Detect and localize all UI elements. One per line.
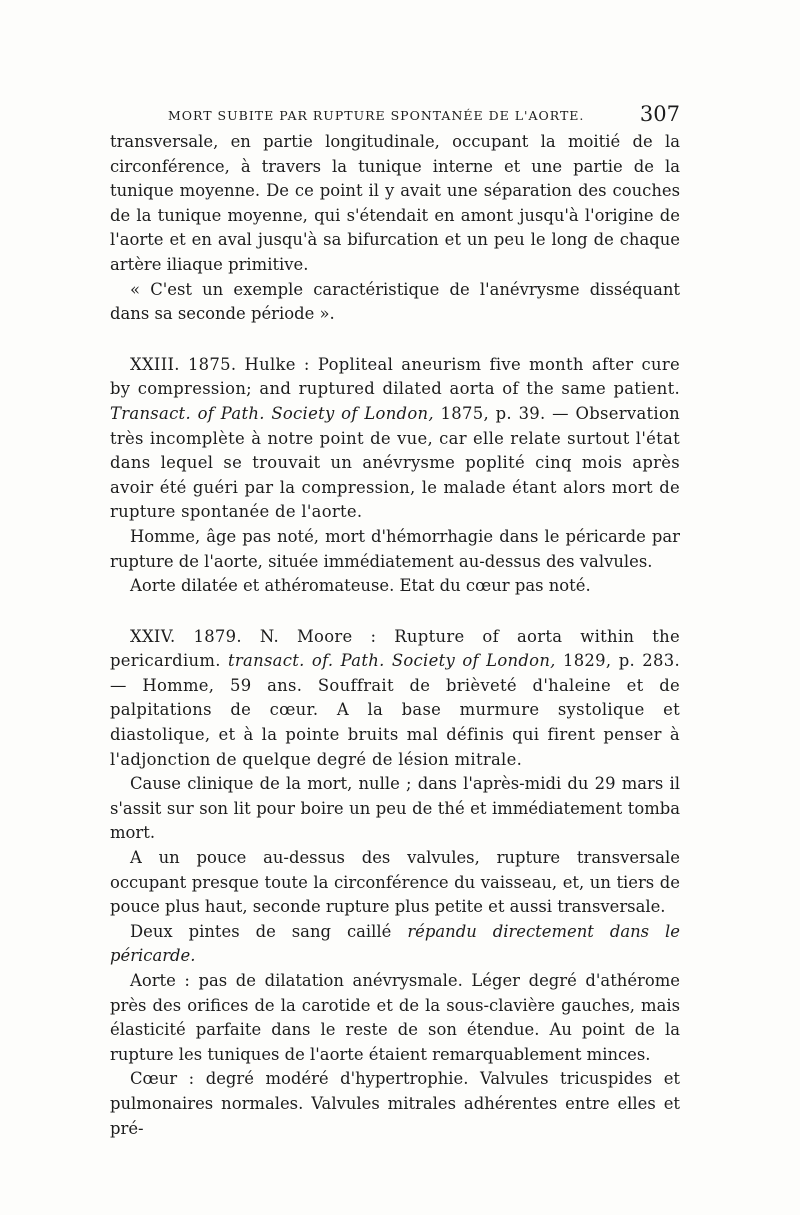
paragraph-blood [110,920,680,969]
paragraph-rupture: A un pouce au-dessus des valvules, rupture transversale occupant presque toute la circonférence du vaisseau, et, un tiers de pouce plus haut, seconde rupture plus petite et aussi transversale. [110,848,680,917]
paragraph-clinical-cause: Cause clinique de la mort, nulle ; dans l'après-midi du 29 mars il s'assit sur son lit pour boire un peu de thé et immédiatement tomba mort. [110,774,680,843]
running-head: MORT SUBITE PAR RUPTURE SPONTANÉE DE L'AORTE. [168,108,585,123]
paragraph-continuation: transversale, en partie longitudinale, occupant la moitié de la circonférence, à travers la tunique interne et une partie de la tunique moyenne. De ce point il y avait une séparation des couches de la tunique moyenne, qui s'étendait en amont jusqu'à l'origine de l'aorte et en aval jusqu'à sa bifurcation et un peu le long de chaque artère iliaque primitive. [110,132,680,274]
paragraph-aorte-findings: Aorte : pas de dilatation anévrysmale. Léger degré d'athérome près des orifices de la carotide et de la sous-clavière gauches, mais élasticité parfaite dans le reste de son étendue. Au point de la rupture les tuniques de l'aorte étaient remarquablement minces. [110,971,680,1064]
case-24-journal: transact. of. Path. Society of London, [228,651,556,671]
case-23-tail: 1875, p. 39. — Observation très incomplète à notre point de vue, car elle relate surtout l'état dans lequel se trouvait un anévrysme poplité cinq mois après avoir été guéri par la compression, le malade étant alors mort de rupture spontanée de l'aorte. [110,403,680,522]
paragraph-aorta: Aorte dilatée et athéromateuse. Etat du cœur pas noté. [130,576,591,596]
paragraph-blood-lead: Deux pintes de sang caillé [130,921,408,941]
case-24-heading [110,625,680,773]
body-text [110,130,680,1141]
case-23-heading [110,353,680,525]
case-24-tail: 1829, p. 283. — Homme, 59 ans. Souffrait de brièveté d'haleine et de palpitations de cœur. A la base murmure systolique et diastolique, et à la pointe bruits mal définis qui firent penser à l'adjonction de quelque degré de lésion mitrale. [110,651,680,769]
case-23-lead: XXIII. 1875. Hulke : Popliteal aneurism five month after cure by compression; and ruptured dilated aorta of the same patient. [110,354,680,399]
paragraph-blood-italic: répandu directement dans le péricarde. [110,921,680,966]
paragraph-patient: Homme, âge pas noté, mort d'hémorrhagie dans le péricarde par rupture de l'aorte, située immédiatement au-dessus des valvules. [110,526,680,571]
case-23-journal: Transact. of Path. Society of London, [110,403,434,423]
page-header [110,104,680,132]
paragraph-quote: « C'est un exemple caractéristique de l'anévrysme disséquant dans sa seconde période ». [110,279,680,324]
page-number: 307 [639,102,680,126]
case-24-lead: XXIV. 1879. N. Moore : Rupture of aorta within the pericardium. [110,626,680,671]
paragraph-coeur-findings: Cœur : degré modéré d'hypertrophie. Valvules tricuspides et pulmonaires normales. Valvules mitrales adhérentes entre elles et pré- [110,1069,680,1138]
